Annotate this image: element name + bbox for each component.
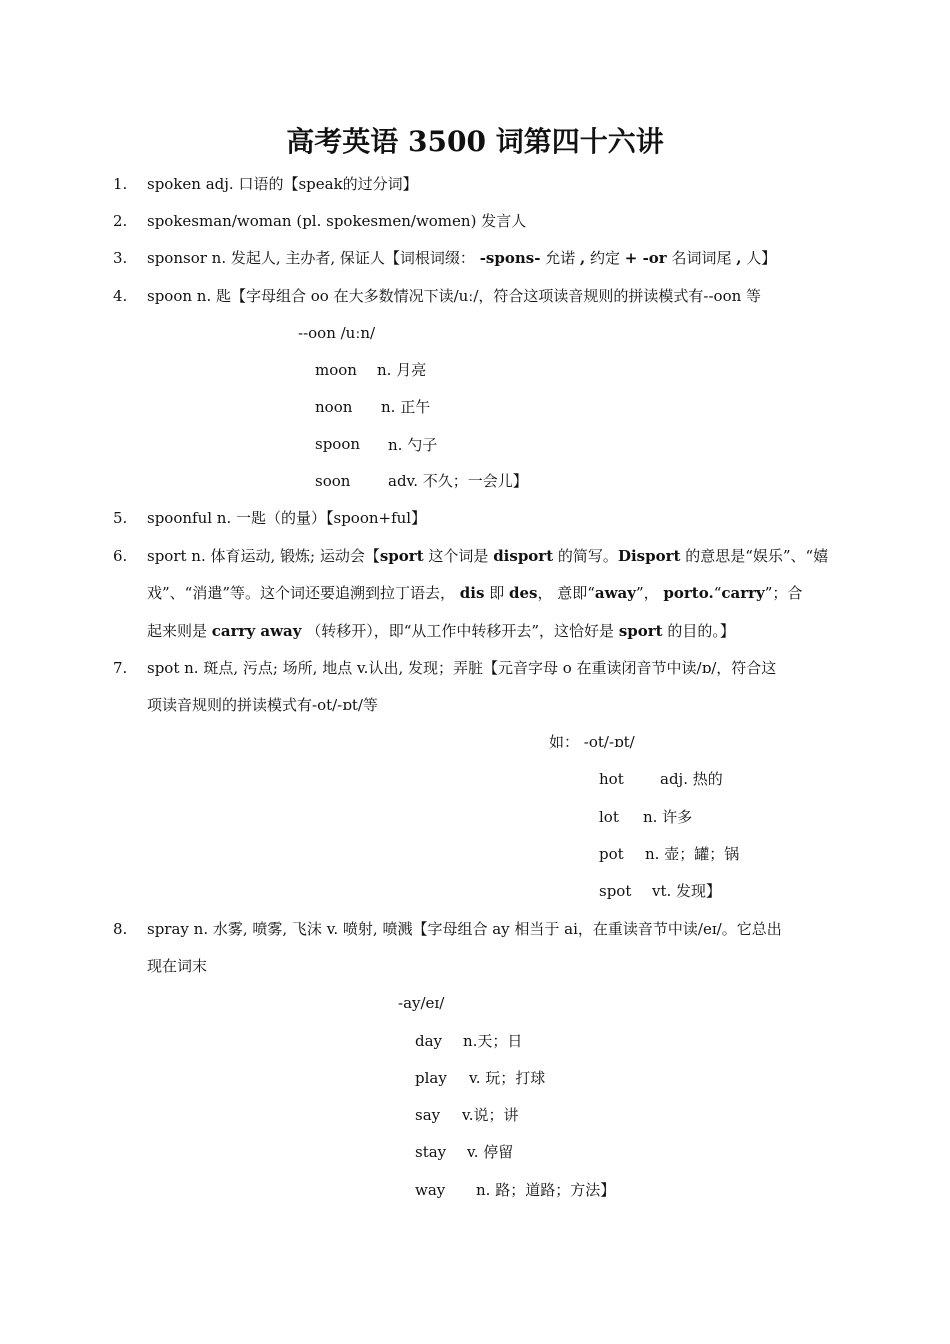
example-word: lot [599, 808, 619, 826]
example-meaning: vt. 发现】 [652, 882, 722, 900]
text-run: 这个词是 [423, 547, 494, 565]
spelling-pattern: -ay/eɪ/ [398, 994, 445, 1012]
bold-run: dis [459, 584, 485, 602]
example-meaning: n. 壶；罐；锅 [645, 845, 740, 863]
item-number: 8. [113, 920, 128, 938]
example-word: soon [315, 472, 351, 490]
bold-run: + -or [624, 249, 667, 267]
entry-spoon: spoon n. 匙【字母组合 oo 在大多数情况下读/uː/，符合这项读音规则的拼读模式有--oon 等 [147, 287, 762, 305]
example-meaning: v. 玩；打球 [469, 1069, 546, 1087]
example-word: noon [315, 398, 353, 416]
example-word: pot [599, 845, 624, 863]
bold-run: -spons- [479, 249, 541, 267]
example-word: way [415, 1181, 446, 1199]
bold-run: , [580, 249, 586, 267]
text-run: 的简写。 [553, 547, 618, 565]
bold-run: away [594, 584, 636, 602]
text-run: 约定 [585, 249, 625, 267]
item-number: 7. [113, 659, 128, 677]
text-run: 人】 [741, 249, 777, 267]
entry-spoonful: spoonful n. 一匙（的量）【spoon+ful】 [147, 509, 427, 527]
entry-spokesman: spokesman/woman (pl. spokesmen/women) 发言人 [147, 212, 527, 230]
example-word: hot [599, 770, 624, 788]
text-run: ”， [635, 584, 664, 602]
example-word: spot [599, 882, 632, 900]
example-word: stay [415, 1143, 447, 1161]
bold-run: , [736, 249, 742, 267]
example-meaning: n.天；日 [463, 1032, 523, 1050]
example-meaning: n. 正午 [381, 398, 431, 416]
bold-run: des [508, 584, 538, 602]
entry-spoken: spoken adj. 口语的【speak的过分词】 [147, 175, 418, 193]
bold-run: sport [379, 547, 424, 565]
text-run: 的目的。】 [662, 622, 735, 640]
entry-spot-line-1: spot n. 斑点, 污点; 场所, 地点 v.认出, 发现；弄脏【元音字母 o 在重读闭音节中读/ɒ/，符合这 [147, 659, 777, 677]
item-number: 6. [113, 547, 128, 565]
bold-run: carry away [211, 622, 302, 640]
text-run: sponsor n. 发起人, 主办者, 保证人【词根词缀： [147, 249, 480, 267]
spelling-pattern: 如： -ot/-ɒt/ [549, 733, 635, 751]
entry-sponsor [147, 247, 776, 269]
text-run: （转移开），即“从工作中转移开去”，这恰好是 [301, 622, 619, 640]
bold-run: sport [618, 622, 663, 640]
item-number: 4. [113, 287, 128, 305]
text-run: 名词词尾 [666, 249, 737, 267]
text-run: ”；合 [764, 584, 803, 602]
text-run: “ [713, 584, 722, 602]
example-meaning: n. 许多 [643, 808, 693, 826]
text-run: 即 [484, 584, 509, 602]
entry-spot-line-2: 项读音规则的拼读模式有-ot/-ɒt/等 [147, 696, 378, 714]
text-run: ， 意即“ [537, 584, 595, 602]
page-title: 高考英语 3500 词第四十六讲 [286, 125, 664, 158]
example-word: play [415, 1069, 447, 1087]
text-run: 戏”、“消遣”等。这个词还要追溯到拉丁语去， [147, 584, 460, 602]
text-run: 允诺 [540, 249, 580, 267]
example-meaning: n. 路；道路；方法】 [476, 1181, 616, 1199]
spelling-pattern: --oon /uːn/ [298, 324, 376, 342]
item-number: 2. [113, 212, 128, 230]
bold-run: carry [721, 584, 765, 602]
example-meaning: n. 勺子 [388, 436, 438, 454]
item-number: 1. [113, 175, 128, 193]
example-meaning: v. 停留 [467, 1143, 514, 1161]
example-word: moon [315, 361, 357, 379]
bold-run: disport [493, 547, 554, 565]
example-word: spoon [315, 435, 361, 453]
entry-sport-line-2 [147, 582, 802, 604]
item-number: 5. [113, 509, 128, 527]
text-run: 起来则是 [147, 622, 212, 640]
example-meaning: adj. 热的 [660, 770, 723, 788]
bold-run: Disport [617, 547, 681, 565]
example-word: say [415, 1106, 441, 1124]
item-number: 3. [113, 249, 128, 267]
example-meaning: adv. 不久；一会儿】 [388, 472, 528, 490]
example-word: day [415, 1032, 443, 1050]
text-run: sport n. 体育运动, 锻炼; 运动会【 [147, 547, 380, 565]
entry-sport-line-1 [147, 545, 828, 567]
example-meaning: n. 月亮 [377, 361, 427, 379]
entry-spray-line-2: 现在词末 [147, 957, 208, 975]
entry-sport-line-3 [147, 620, 735, 642]
entry-spray-line-1: spray n. 水雾, 喷雾, 飞沫 v. 喷射, 喷溅【字母组合 ay 相当于 ai，在重读音节中读/eɪ/。它总出 [147, 920, 782, 938]
example-meaning: v.说；讲 [462, 1106, 519, 1124]
bold-run: porto. [663, 584, 714, 602]
text-run: 的意思是“娱乐”、“嬉 [680, 547, 829, 565]
